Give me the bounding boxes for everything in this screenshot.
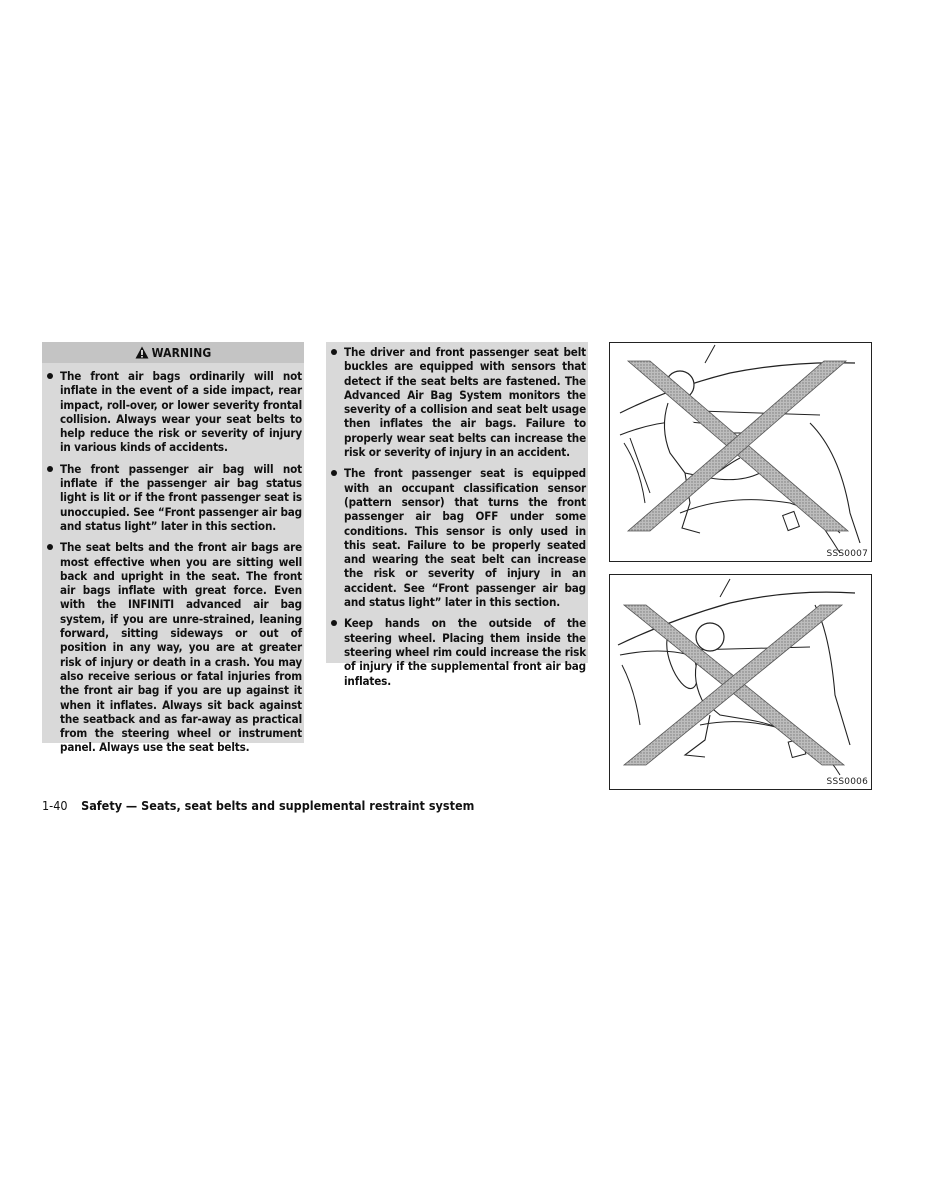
warning-triangle-icon: [135, 346, 149, 359]
figure-hands-inside-wheel: [609, 574, 872, 790]
list-item: The seat belts and the front air bags are most effective when you are sitting well back and upright in the seat. The front air bags inflate with great force. Even with the INFINITI advanced air bag system, if you are unre-strained, leaning forward, sitting sideways or out of position in any way, you are at greater risk of injury or death in a crash. You may also receive serious or fatal injuries from the front air bag if you are up against it when it inflates. Always sit back against the seatback and as far-away as practical from the steering wheel or instrument panel. Always use the seat belts.: [44, 540, 302, 754]
leaning-occupant-illustration: [610, 343, 871, 561]
figure-id: SSS0007: [826, 549, 868, 559]
list-item: Keep hands on the outside of the steering wheel. Placing them inside the steering wheel rim could increase the risk of injury if the supplemental front air bag inflates.: [328, 616, 586, 687]
warning-continued-box: [326, 342, 588, 688]
list-item: The front passenger seat is equipped with an occupant classification sensor (pattern sensor) that turns the front passenger air bag OFF under some conditions. This sensor is only used in this seat. Failure to be properly seated and wearing the seat belt can increase the risk or severity of injury in an accident. See “Front passenger air bag and status light” later in this section.: [328, 466, 586, 609]
figure-id: SSS0006: [826, 777, 868, 787]
warning-list: [44, 369, 302, 755]
section-title: Safety — Seats, seat belts and supplemental restraint system: [81, 798, 475, 813]
page-number: 1-40: [42, 798, 68, 813]
warning-title: WARNING: [151, 345, 212, 360]
warning-box: [42, 342, 304, 755]
list-item: The front passenger air bag will not inflate if the passenger air bag status light is lit or if the front passenger seat is unoccupied. See “Front passenger air bag and status light” later in this section.: [44, 462, 302, 533]
page-footer: [42, 798, 474, 813]
figure-leaning-occupant: [609, 342, 872, 562]
list-item: The front air bags ordinarily will not inflate in the event of a side impact, rear impact, roll-over, or lower severity frontal collision. Always wear your seat belts to help reduce the risk or severity of injury in various kinds of accidents.: [44, 369, 302, 455]
list-item: The driver and front passenger seat belt buckles are equipped with sensors that detect if the seat belts are fastened. The Advanced Air Bag System monitors the severity of a collision and seat belt usage then inflates the air bags. Failure to properly wear seat belts can increase the risk or severity of injury in an accident.: [328, 345, 586, 459]
warning-continued-list: [328, 345, 586, 688]
warning-header: [42, 342, 304, 363]
hands-inside-wheel-illustration: [610, 575, 871, 789]
